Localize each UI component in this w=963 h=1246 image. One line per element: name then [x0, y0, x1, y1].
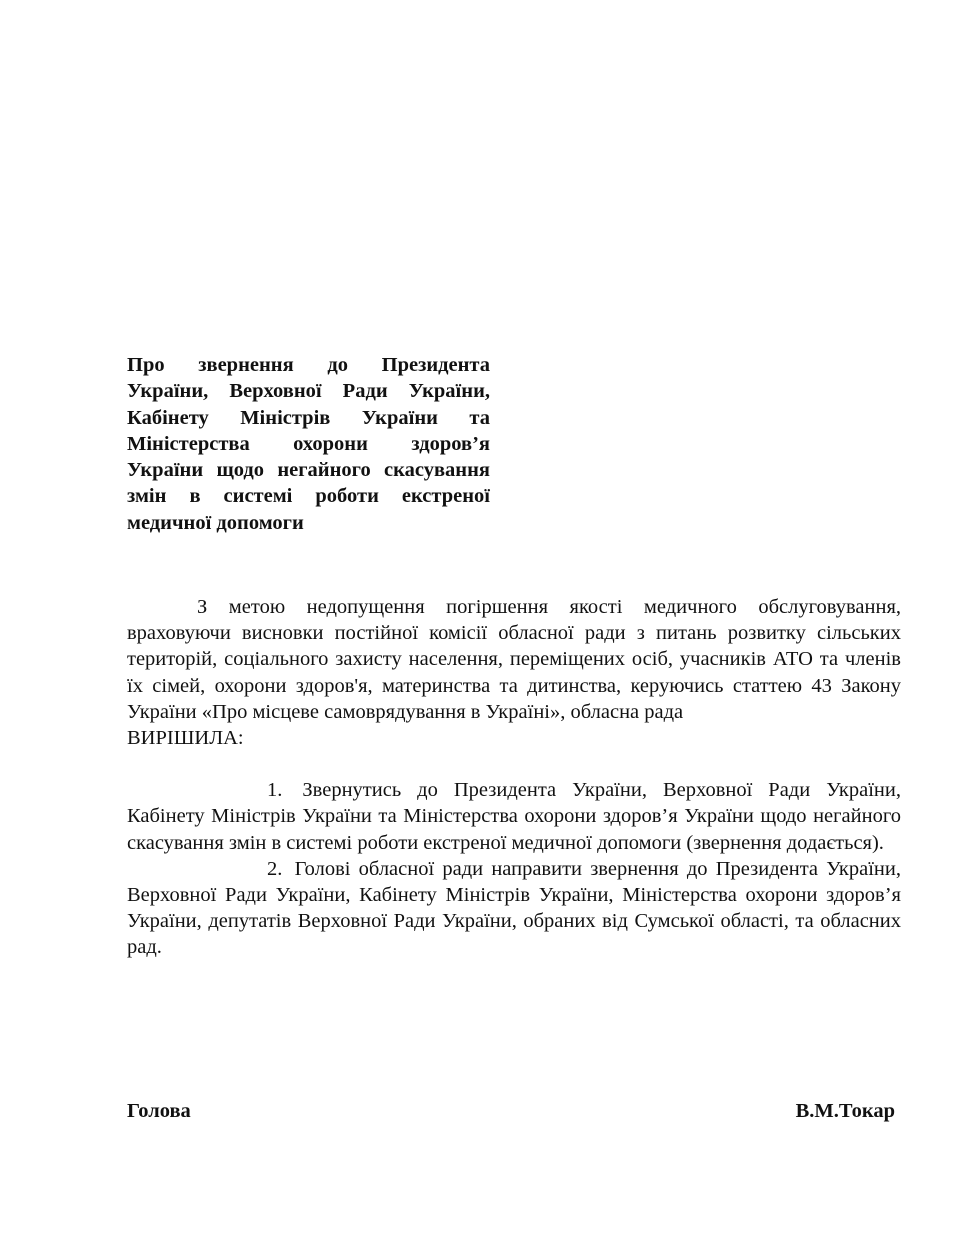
- item-text: Голові обласної ради направити звернення до Президента України, Верховної Ради України, Кабінету Міністрів України, Міністерства охорони здоров’я України, депутатів Верховної Ради України, обраних від Сумської області, та обласних рад.: [127, 857, 901, 959]
- decision-items: [127, 777, 901, 960]
- signature-role: Голова: [127, 1100, 191, 1122]
- item-number: 2.: [267, 857, 283, 880]
- document-body: [127, 594, 901, 961]
- item-number: 1.: [267, 779, 283, 802]
- signature-name: В.М.Токар: [795, 1100, 895, 1122]
- item-text: Звернутись до Президента України, Верховної Ради України, Кабінету Міністрів України та Міністерства охорони здоров’я України щодо негайного скасування змін в системі роботи екстреної медичної допомоги (звернення додається).: [127, 779, 901, 854]
- decision-word: ВИРІШИЛА:: [127, 727, 244, 750]
- preamble-paragraph: З метою недопущення погіршення якості медичного обслуговування, враховуючи висновки постійної комісії обласної ради з питань розвитку сільських територій, соціального захисту населення, переміщених осіб, учасників АТО та членів їх сімей, охорони здоров'я, материнства та дитинства, керуючись статтею 43 Закону України «Про місцеве самоврядування в Україні», обласна рада: [127, 596, 901, 723]
- list-item: [127, 777, 901, 856]
- list-item: [127, 856, 901, 961]
- document-title: Про звернення до Президента України, Верховної Ради України, Кабінету Міністрів України та Міністерства охорони здоров’я України щодо негайного скасування змін в системі роботи екстреної медичної допомоги: [127, 354, 490, 534]
